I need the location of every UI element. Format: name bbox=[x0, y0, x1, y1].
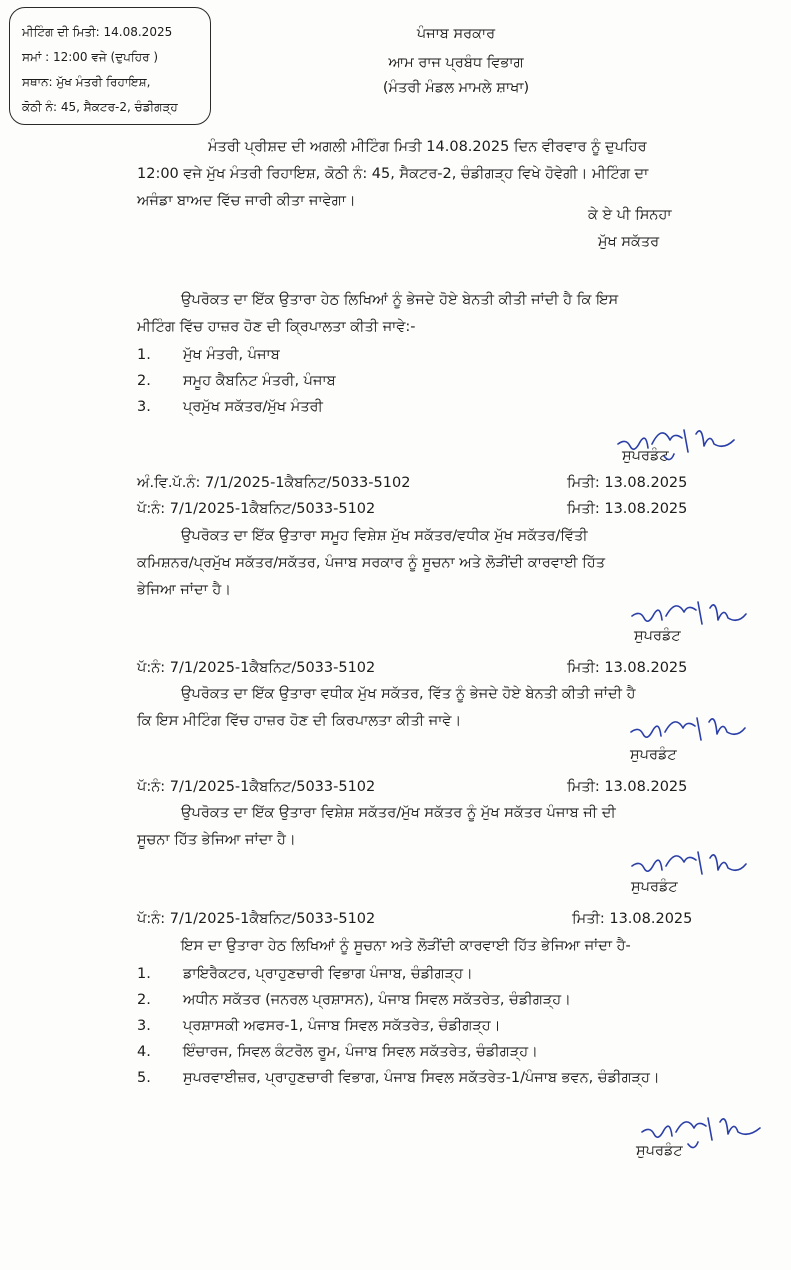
meeting-time: ਸਮਾਂ : 12:00 ਵਜੇ (ਦੁਪਹਿਰ ) bbox=[22, 50, 159, 64]
endorse3-date: ਮਿਤੀ: 13.08.2025 bbox=[567, 779, 688, 795]
signature-title: ਸੁਪਰਡੰਟ bbox=[636, 1143, 683, 1159]
endorse2-date: ਮਿਤੀ: 13.08.2025 bbox=[567, 660, 688, 676]
list-item: 1. ਡਾਇਰੈਕਟਰ, ਪ੍ਰਾਹੁਣਚਾਰੀ ਵਿਭਾਗ ਪੰਜਾਬ, ਚੰਡੀਗੜ੍ਹ। bbox=[137, 966, 473, 982]
endorse1-line-3: ਭੇਜਿਆ ਜਾਂਦਾ ਹੈ। bbox=[137, 582, 232, 598]
endorse2-line-2: ਕਿ ਇਸ ਮੀਟਿੰਗ ਵਿੱਚ ਹਾਜ਼ਰ ਹੋਣ ਦੀ ਕਿਰਪਾਲਤਾ ਕੀਤੀ ਜਾਵੇ। bbox=[137, 713, 462, 729]
header-branch: (ਮੰਤਰੀ ਮੰਡਲ ਮਾਮਲੇ ਸ਼ਾਖਾ) bbox=[382, 80, 530, 96]
endorse1-line-1: ਉਪਰੋਕਤ ਦਾ ਇੱਕ ਉਤਾਰਾ ਸਮੂਹ ਵਿਸ਼ੇਸ਼ ਮੁੱਖ ਸਕੱਤਰ/ਵਧੀਕ ਮੁੱਖ ਸਕੱਤਰ/ਵਿੱਤੀ bbox=[181, 528, 588, 544]
chief-secretary-title: ਮੁੱਖ ਸਕੱਤਰ bbox=[598, 234, 660, 250]
meeting-date: ਮੀਟਿੰਗ ਦੀ ਮਿਤੀ: 14.08.2025 bbox=[22, 25, 173, 39]
header-government: ਪੰਜਾਬ ਸਰਕਾਰ bbox=[416, 26, 496, 42]
endorse4-reference: ਪੱ:ਨੰ: 7/1/2025-1ਕੈਬਨਿਟ/5033-5102 bbox=[137, 911, 376, 927]
endorse4-date: ਮਿਤੀ: 13.08.2025 bbox=[572, 911, 693, 927]
meeting-address: ਕੋਠੀ ਨੰ: 45, ਸੈਕਟਰ-2, ਚੰਡੀਗੜ੍ਹ bbox=[22, 100, 178, 114]
endorse2-line-1: ਉਪਰੋਕਤ ਦਾ ਇੱਕ ਉਤਾਰਾ ਵਧੀਕ ਮੁੱਖ ਸਕੱਤਰ, ਵਿੱਤ ਨੂੰ ਭੇਜਦੇ ਹੋਏ ਬੇਨਤੀ ਕੀਤੀ ਜਾਂਦੀ ਹੈ bbox=[181, 686, 636, 702]
endorse3-reference: ਪੱ:ਨੰ: 7/1/2025-1ਕੈਬਨਿਟ/5033-5102 bbox=[137, 779, 376, 795]
endorse1-date-b: ਮਿਤੀ: 13.08.2025 bbox=[567, 501, 688, 517]
endorse1-date-a: ਮਿਤੀ: 13.08.2025 bbox=[567, 475, 688, 491]
signature-title: ਸੁਪਰਡੰਟ bbox=[631, 879, 678, 895]
list-item: 2. ਸਮੂਹ ਕੈਬਨਿਟ ਮੰਤਰੀ, ਪੰਜਾਬ bbox=[137, 373, 336, 389]
signature-title: ਸੁਪਰਡੰਟ bbox=[622, 448, 669, 464]
signature-mark bbox=[625, 710, 755, 750]
section1-line-2: ਮੀਟਿੰਗ ਵਿੱਚ ਹਾਜ਼ਰ ਹੋਣ ਦੀ ਕ੍ਰਿਪਾਲਤਾ ਕੀਤੀ ਜਾਵੇ:- bbox=[137, 319, 416, 335]
endorse3-line-1: ਉਪਰੋਕਤ ਦਾ ਇੱਕ ਉਤਾਰਾ ਵਿਸ਼ੇਸ਼ ਸਕੱਤਰ/ਮੁੱਖ ਸਕੱਤਰ ਨੂੰ ਮੁੱਖ ਸਕੱਤਰ ਪੰਜਾਬ ਜੀ ਦੀ bbox=[181, 805, 616, 821]
list-item: 2. ਅਧੀਨ ਸਕੱਤਰ (ਜਨਰਲ ਪ੍ਰਸ਼ਾਸਨ), ਪੰਜਾਬ ਸਿਵਲ ਸਕੱਤਰੇਤ, ਚੰਡੀਗੜ੍ਹ। bbox=[137, 992, 571, 1008]
endorse2-reference: ਪੱ:ਨੰ: 7/1/2025-1ਕੈਬਨਿਟ/5033-5102 bbox=[137, 660, 376, 676]
endorse4-line-1: ਇਸ ਦਾ ਉਤਾਰਾ ਹੇਠ ਲਿਖਿਆਂ ਨੂੰ ਸੂਚਨਾ ਅਤੇ ਲੋੜੀਂਦੀ ਕਾਰਵਾਈ ਹਿੱਤ ਭੇਜਿਆ ਜਾਂਦਾ ਹੈ- bbox=[181, 938, 631, 954]
list-item: 1. ਮੁੱਖ ਮੰਤਰੀ, ਪੰਜਾਬ bbox=[137, 347, 280, 363]
list-item: 3. ਪ੍ਰਸ਼ਾਸਕੀ ਅਫਸਰ-1, ਪੰਜਾਬ ਸਿਵਲ ਸਕੱਤਰੇਤ, ਚੰਡੀਗੜ੍ਹ। bbox=[137, 1018, 501, 1034]
list-item: 3. ਪ੍ਰਮੁੱਖ ਸਕੱਤਰ/ਮੁੱਖ ਮੰਤਰੀ bbox=[137, 399, 323, 415]
meeting-venue: ਸਥਾਨ: ਮੁੱਖ ਮੰਤਰੀ ਰਿਹਾਇਸ਼, bbox=[22, 75, 151, 89]
endorse1-reference-b: ਪੱ:ਨੰ: 7/1/2025-1ਕੈਬਨਿਟ/5033-5102 bbox=[137, 501, 376, 517]
header-department: ਆਮ ਰਾਜ ਪ੍ਰਬੰਧ ਵਿਭਾਗ bbox=[388, 55, 524, 71]
signature-title: ਸੁਪਰਡੰਟ bbox=[630, 747, 677, 763]
section1-line-1: ਉਪਰੋਕਤ ਦਾ ਇੱਕ ਉਤਾਰਾ ਹੇਠ ਲਿਖਿਆਂ ਨੂੰ ਭੇਜਦੇ ਹੋਏ ਬੇਨਤੀ ਕੀਤੀ ਜਾਂਦੀ ਹੈ ਕਿ ਇਸ bbox=[181, 292, 619, 308]
list-item: 5. ਸੁਪਰਵਾਈਜ਼ਰ, ਪ੍ਰਾਹੁਣਚਾਰੀ ਵਿਭਾਗ, ਪੰਜਾਬ ਸਿਵਲ ਸਕੱਤਰੇਤ-1/ਪੰਜਾਬ ਭਵਨ, ਚੰਡੀਗੜ੍ਹ। bbox=[137, 1070, 660, 1086]
list-item: 4. ਇੰਚਾਰਜ, ਸਿਵਲ ਕੰਟਰੋਲ ਰੂਮ, ਪੰਜਾਬ ਸਿਵਲ ਸਕੱਤਰੇਤ, ਚੰਡੀਗੜ੍ਹ। bbox=[137, 1044, 538, 1060]
intro-line-3: ਅਜੰਡਾ ਬਾਅਦ ਵਿੱਚ ਜਾਰੀ ਕੀਤਾ ਜਾਵੇਗਾ। bbox=[137, 193, 356, 209]
endorse1-line-2: ਕਮਿਸ਼ਨਰ/ਪ੍ਰਮੁੱਖ ਸਕੱਤਰ/ਸਕੱਤਰ, ਪੰਜਾਬ ਸਰਕਾਰ ਨੂੰ ਸੂਚਨਾ ਅਤੇ ਲੋੜੀਂਦੀ ਕਾਰਵਾਈ ਹਿੱਤ bbox=[137, 555, 606, 571]
signature-title: ਸੁਪਰਡੰਟ bbox=[634, 628, 681, 644]
intro-line-2: 12:00 ਵਜੇ ਮੁੱਖ ਮੰਤਰੀ ਰਿਹਾਇਸ਼, ਕੋਠੀ ਨੰ: 45, ਸੈਕਟਰ-2, ਚੰਡੀਗੜ੍ਹ ਵਿਖੇ ਹੋਵੇਗੀ। ਮੀਟਿੰਗ ਦਾ bbox=[137, 166, 649, 182]
meeting-info-box bbox=[9, 7, 211, 125]
endorse1-reference-a: ਅੰ.ਵਿ.ਪੱ.ਨੰ: 7/1/2025-1ਕੈਬਨਿਟ/5033-5102 bbox=[137, 475, 411, 491]
chief-secretary-name: ਕੇ ਏ ਪੀ ਸਿਨਹਾ bbox=[588, 207, 672, 223]
endorse3-line-2: ਸੂਚਨਾ ਹਿੱਤ ਭੇਜਿਆ ਜਾਂਦਾ ਹੈ। bbox=[137, 832, 296, 848]
intro-line-1: ਮੰਤਰੀ ਪ੍ਰੀਸ਼ਦ ਦੀ ਅਗਲੀ ਮੀਟਿੰਗ ਮਿਤੀ 14.08.2025 ਦਿਨ ਵੀਰਵਾਰ ਨੂੰ ਦੁਪਹਿਰ bbox=[208, 139, 647, 155]
